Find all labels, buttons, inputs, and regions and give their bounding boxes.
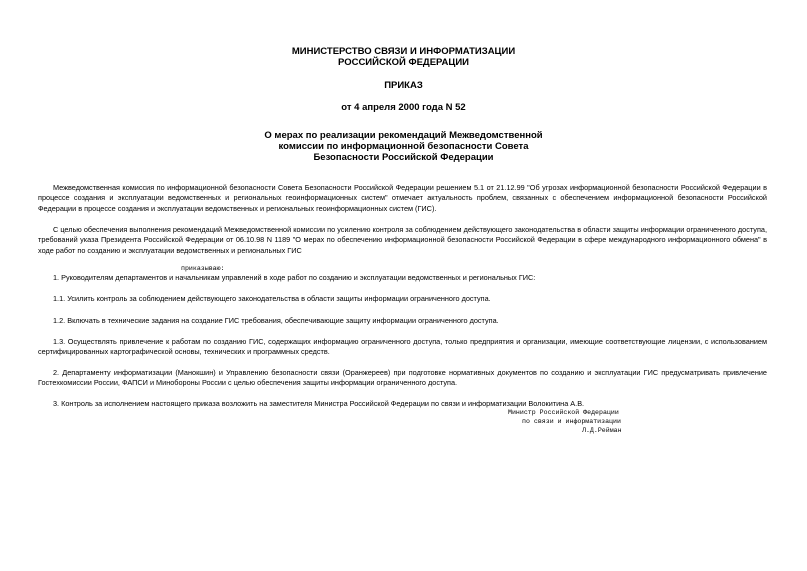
doc-title-line3: Безопасности Российской Федерации [313,152,494,163]
item-1-3 [38,337,767,358]
paragraph-preamble-1 [38,183,767,214]
ministry-title-line1: МИНИСТЕРСТВО СВЯЗИ И ИНФОРМАТИЗАЦИИ [291,46,516,57]
item-1-1 [38,294,767,304]
item-text: 3. Контроль за исполнением настоящего приказа возложить на заместителя Министра Российской Федерации по связи и информатизации Волокитина А.В. [53,399,585,408]
doc-title-line2: комиссии по информационной безопасности Совета [278,141,529,152]
date-number: от 4 апреля 2000 года N 52 [341,102,466,113]
doc-type: ПРИКАЗ [384,80,423,91]
signature-name: Л.Д.Рейман [582,427,622,434]
doc-title-line1: О мерах по реализации рекомендаций Межведомственной [264,130,543,141]
signature-line1: Министр Российской Федерации [508,409,619,416]
paragraph-preamble-2 [38,225,767,256]
item-text: 1.3. Осуществлять привлечение к работам по созданию ГИС, содержащих информацию ограниченного доступа, только предприятия и организации, имеющие соответствующие лицензии, с использованием сертифицированных картографической основы, технических и программных средств. [38,337,767,357]
item-text: 1.2. Включать в технические задания на создание ГИС требования, обеспечивающие защиту информации ограниченного доступа. [53,316,499,325]
paragraph-text: С целью обеспечения выполнения рекомендаций Межведомственной комиссии по усилению контроля за соблюдением действующего законодательства в области защиты информации ограниченного доступа, требований указа Президента Российской Федерации от 06.10.98 N 1189 "О мерах по обеспечению информационной безопасности Российской Федерации в сфере международного информационного обмена" в ходе работ по созданию и эксплуатации ведомственных и региональных ГИС [38,225,767,255]
ministry-title-line2: РОССИЙСКОЙ ФЕДЕРАЦИИ [337,57,469,68]
item-1 [38,273,767,283]
item-3 [38,399,767,409]
paragraph-text: Межведомственная комиссия по информационной безопасности Совета Безопасности Российской Федерации решением 5.1 от 21.12.99 "Об угрозах информационной безопасности Российской Федерации в процессе создания и эксплуатации ведомственных и региональных геоинформационных систем" отмечает актуальность проблем, связанных с обеспечением информационной безопасности Российской Федерации в процессе создания и эксплуатации ведомственных и региональных геоинформационных систем (ГИС). [38,183,767,213]
item-2 [38,368,767,389]
item-1-2 [38,316,767,326]
order-word: приказываю: [181,265,225,272]
item-text: 1.1. Усилить контроль за соблюдением действующего законодательства в области защиты информации ограниченного доступа. [53,294,491,303]
item-text: 1. Руководителям департаментов и начальникам управлений в ходе работ по созданию и эксплуатации ведомственных и региональных ГИС: [53,273,536,282]
signature-line2: по связи и информатизации [522,418,621,425]
item-text: 2. Департаменту информатизации (Манокшин) и Управлению безопасности связи (Оранжереев) при подготовке нормативных документов по созданию и эксплуатации ГИС предусматривать привлечение Гостехкомиссии России, ФАПСИ и Минобороны России с целью обеспечения защиты информации ограниченного доступа. [38,368,767,388]
